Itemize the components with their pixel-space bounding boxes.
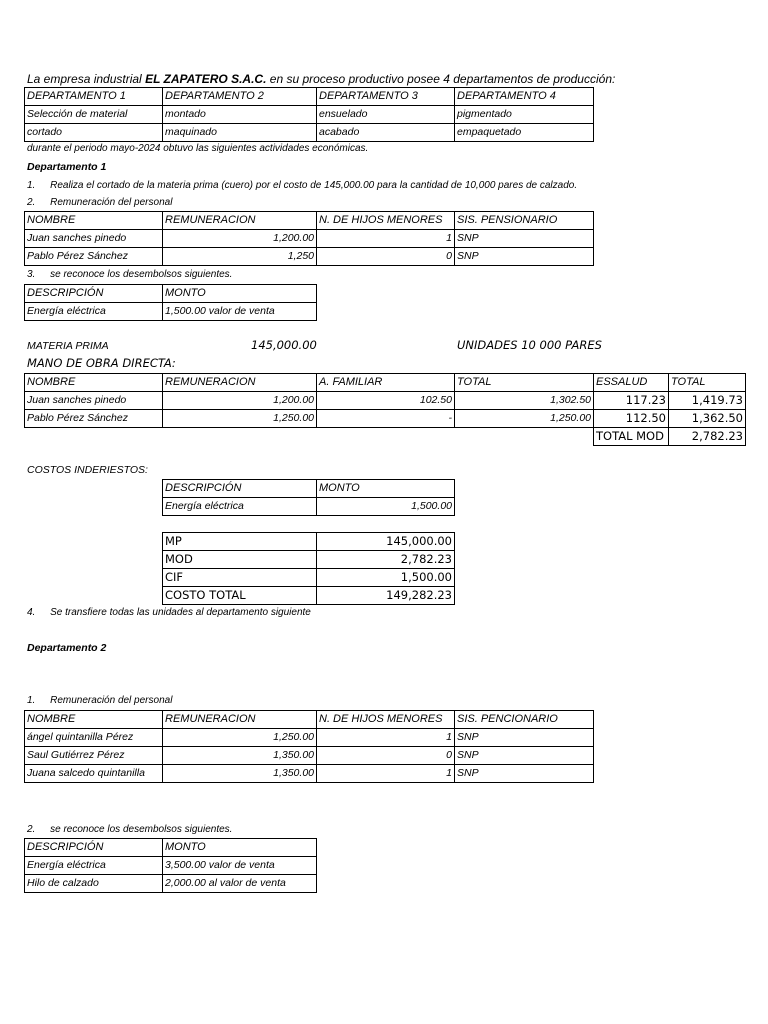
header-cell: NOMBRE [25,711,163,729]
item-text: Se transfiere todas las unidades al departamento siguiente [50,607,311,618]
header-cell: REMUNERACION [163,212,317,230]
header-cell: NOMBRE [25,374,163,392]
table-cell: 1 [317,765,455,783]
item-number: 3. [27,269,36,280]
mod-title: MANO DE OBRA DIRECTA: [27,356,176,370]
table-cell: - [317,410,455,428]
header-cell: A. FAMILIAR [317,374,455,392]
dept2-item2 [27,824,232,835]
ci-title: COSTOS INDERIESTOS: [27,464,148,476]
header-cell: REMUNERACION [163,374,317,392]
header-cell: MONTO [317,480,455,498]
item-number: 1. [27,180,36,191]
dept2-item1 [27,695,172,706]
item-text: se reconoce los desembolsos siguientes. [50,269,233,280]
table-cell: 1,250.00 [455,410,594,428]
cost-summary-table [162,532,455,605]
table-cell: acabado [317,124,455,142]
header-cell: SIS. PENSIONARIO [455,212,594,230]
item-number: 1. [27,695,36,706]
cost-label: CIF [163,569,317,587]
cost-label: MOD [163,551,317,569]
table-header-row [163,480,455,498]
item-number: 2. [27,824,36,835]
table-header-row [25,839,317,857]
table-cell: Energía eléctrica [25,857,163,875]
intro-prefix: La empresa industrial [27,72,142,86]
item-number: 4. [27,607,36,618]
header-cell: N. DE HIJOS MENORES [317,711,455,729]
mod-table [24,373,746,446]
table-cell: 1,200.00 [163,230,317,248]
table-cell: 0 [317,248,455,266]
cost-value: 149,282.23 [317,587,455,605]
total-mod-row [25,428,746,446]
header-cell: DEPARTAMENTO 3 [317,88,455,106]
table-cell: empaquetado [455,124,594,142]
table-cell: SNP [455,765,594,783]
dept2-staff-table [24,710,594,783]
table-row [163,551,455,569]
header-cell: DESCRIPCIÓN [25,839,163,857]
dept1-item1 [27,180,577,191]
table-cell: 1 [317,230,455,248]
table-cell: Juan sanches pinedo [25,230,163,248]
header-cell: DEPARTAMENTO 2 [163,88,317,106]
header-cell: SIS. PENCIONARIO [455,711,594,729]
table-cell: 1,302.50 [455,392,594,410]
cost-label: COSTO TOTAL [163,587,317,605]
cost-label: MP [163,533,317,551]
dept1-item4 [27,607,311,618]
dept1-disbursements-table [24,284,317,321]
header-cell: REMUNERACION [163,711,317,729]
dept1-item3 [27,269,232,280]
table-cell: 117.23 [594,392,669,410]
total-mod-label: TOTAL MOD [594,428,669,446]
intro-line [27,72,615,86]
total-mod-value: 2,782.23 [669,428,746,446]
cost-value: 2,782.23 [317,551,455,569]
table-cell: 1,350.00 [163,765,317,783]
units-label: UNIDADES 10 000 PARES [457,338,602,352]
table-cell: 1,500.00 valor de venta [163,303,317,321]
ci-table [162,479,455,516]
item-text: Remuneración del personal [50,695,173,706]
dept1-staff-table [24,211,594,266]
table-cell: 1,350.00 [163,747,317,765]
header-cell: DESCRIPCIÓN [163,480,317,498]
table-cell: 1,362.50 [669,410,746,428]
table-cell: ensuelado [317,106,455,124]
table-cell: Energía eléctrica [163,498,317,516]
table-header-row [25,88,594,106]
table-cell: montado [163,106,317,124]
table-row [163,587,455,605]
table-cell: 1,500.00 [317,498,455,516]
mp-value: 145,000.00 [251,338,317,352]
dept2-title: Departamento 2 [27,642,107,654]
departments-table [24,87,594,142]
header-cell: DEPARTAMENTO 4 [455,88,594,106]
table-cell: 1,250.00 [163,410,317,428]
company-name: EL ZAPATERO S.A.C. [145,72,267,86]
table-header-row [25,212,594,230]
item-text: se reconoce los desembolsos siguientes. [50,824,233,835]
table-cell: SNP [455,747,594,765]
table-row [25,303,317,321]
table-cell: 102.50 [317,392,455,410]
table-row [25,410,746,428]
period-text: durante el periodo mayo-2024 obtuvo las siguientes actividades económicas. [27,143,369,154]
table-row [25,124,594,142]
table-row [25,392,746,410]
table-header-row [25,374,746,392]
table-cell: 2,000.00 al valor de venta [163,875,317,893]
table-cell: 112.50 [594,410,669,428]
header-cell: MONTO [163,285,317,303]
table-cell: Selección de material [25,106,163,124]
table-cell: 1,250 [163,248,317,266]
header-cell: MONTO [163,839,317,857]
table-cell: Saul Gutiérrez Pérez [25,747,163,765]
dept1-item2 [27,197,172,208]
cost-value: 145,000.00 [317,533,455,551]
item-text: Remuneración del personal [50,197,173,208]
table-row [25,230,594,248]
item-number: 2. [27,197,36,208]
table-cell: SNP [455,230,594,248]
table-row [25,747,594,765]
table-cell: Hilo de calzado [25,875,163,893]
header-cell: DESCRIPCIÓN [25,285,163,303]
intro-suffix: en su proceso productivo posee 4 departamentos de producción: [269,72,616,86]
table-row [25,857,317,875]
table-cell: Energía eléctrica [25,303,163,321]
table-cell: SNP [455,729,594,747]
header-cell: TOTAL [455,374,594,392]
header-cell: ESSALUD [594,374,669,392]
header-cell: N. DE HIJOS MENORES [317,212,455,230]
table-row [163,498,455,516]
item-text: Realiza el cortado de la materia prima (cuero) por el costo de 145,000.00 para la cantidad de 10,000 pares de calzado. [50,180,578,191]
table-cell: SNP [455,248,594,266]
table-cell: Juana salcedo quintanilla [25,765,163,783]
table-row [25,765,594,783]
table-cell: 1 [317,729,455,747]
dept2-disbursements-table [24,838,317,893]
header-cell: DEPARTAMENTO 1 [25,88,163,106]
table-cell: 1,419.73 [669,392,746,410]
mp-label: MATERIA PRIMA [27,340,109,352]
table-cell: Pablo Pérez Sánchez [25,410,163,428]
cost-value: 1,500.00 [317,569,455,587]
table-row [25,875,317,893]
table-row [163,533,455,551]
header-cell: NOMBRE [25,212,163,230]
table-row [163,569,455,587]
table-cell: pigmentado [455,106,594,124]
table-cell: ángel quintanilla Pérez [25,729,163,747]
dept1-title: Departamento 1 [27,161,107,173]
table-row [25,106,594,124]
table-cell: 3,500.00 valor de venta [163,857,317,875]
table-row [25,248,594,266]
table-cell: 1,200.00 [163,392,317,410]
table-cell: maquinado [163,124,317,142]
table-cell: Juan sanches pinedo [25,392,163,410]
table-header-row [25,285,317,303]
table-cell: 0 [317,747,455,765]
table-cell: Pablo Pérez Sánchez [25,248,163,266]
table-row [25,729,594,747]
table-cell: cortado [25,124,163,142]
header-cell: TOTAL [669,374,746,392]
table-header-row [25,711,594,729]
table-cell: 1,250.00 [163,729,317,747]
